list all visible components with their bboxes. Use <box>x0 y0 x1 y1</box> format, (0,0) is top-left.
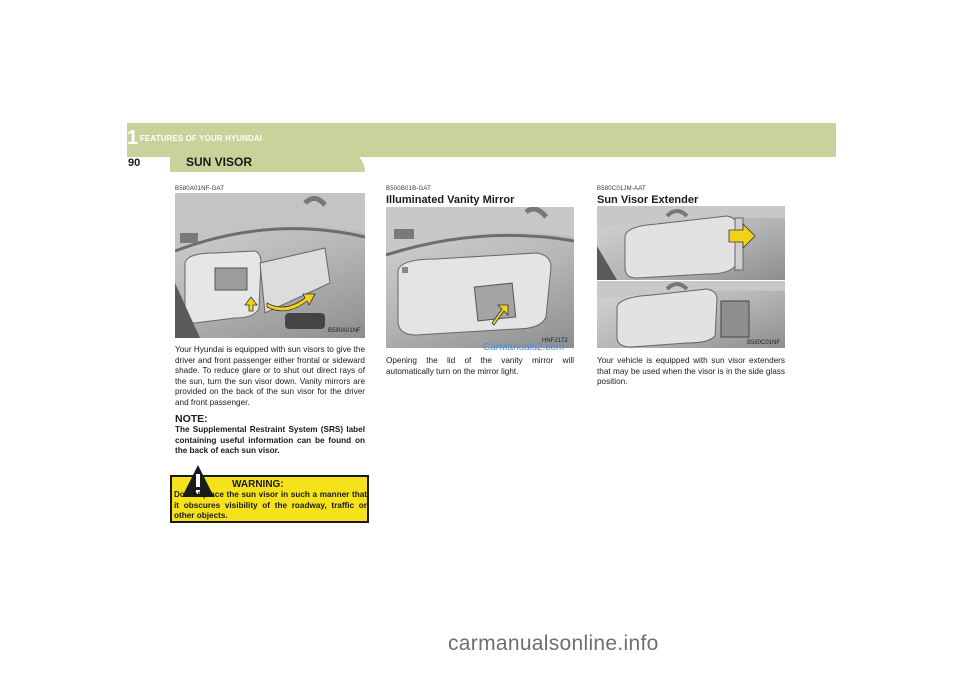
yellow-arrow-icon <box>597 206 785 280</box>
section-code: B580A01NF-GAT <box>175 186 225 192</box>
visor-extender-photo-top <box>597 206 785 280</box>
section-heading: Sun Visor Extender <box>597 194 699 206</box>
overlay-url[interactable]: CarManuals2.com <box>483 342 565 353</box>
warning-title: WARNING: <box>232 479 284 490</box>
sun-visor-photo <box>175 193 365 338</box>
photo-code: B580C01NF <box>747 340 781 346</box>
yellow-arrow-icon <box>175 193 365 338</box>
section-code: B580C01JM-AAT <box>597 186 646 192</box>
note-body: The Supplemental Restraint System (SRS) label containing useful information can be found on the back of each sun visor. <box>175 425 365 455</box>
vanity-mirror-photo <box>386 207 574 348</box>
note-title: NOTE: <box>175 413 208 425</box>
photo-code: HNF2172 <box>542 338 568 344</box>
warning-body: Do not place the sun visor in such a manner that it obscures visibility of the roadway, traffic or other objects. <box>174 490 367 520</box>
watermark: carmanualsonline.info <box>448 632 659 655</box>
vanity-mirror-description: Opening the lid of the vanity mirror will automatically turn on the mirror light. <box>386 356 574 376</box>
section-title: SUN VISOR <box>186 155 253 169</box>
photo-code: B580A01NF <box>328 328 361 334</box>
chapter-number: 1 <box>127 127 139 149</box>
section-heading: Illuminated Vanity Mirror <box>386 194 515 206</box>
chapter-title: FEATURES OF YOUR HYUNDAI <box>140 134 263 143</box>
visor-extender-description: Your vehicle is equipped with sun visor extenders that may be used when the visor is in the side glass position. <box>597 356 785 386</box>
page-number: 90 <box>128 157 141 169</box>
section-code: B500B01B-GAT <box>386 186 431 192</box>
sun-visor-description: Your Hyundai is equipped with sun visors to give the driver and front passenger either frontal or sideward shade. To reduce glare or to shut out direct rays of the sun, turn the sun visor down. Vanity mirrors are provided on the back of the sun visor for the driver and front passenger. <box>175 345 365 407</box>
visor-extender-photo-bottom <box>597 281 785 348</box>
yellow-arrow-icon <box>386 207 574 348</box>
